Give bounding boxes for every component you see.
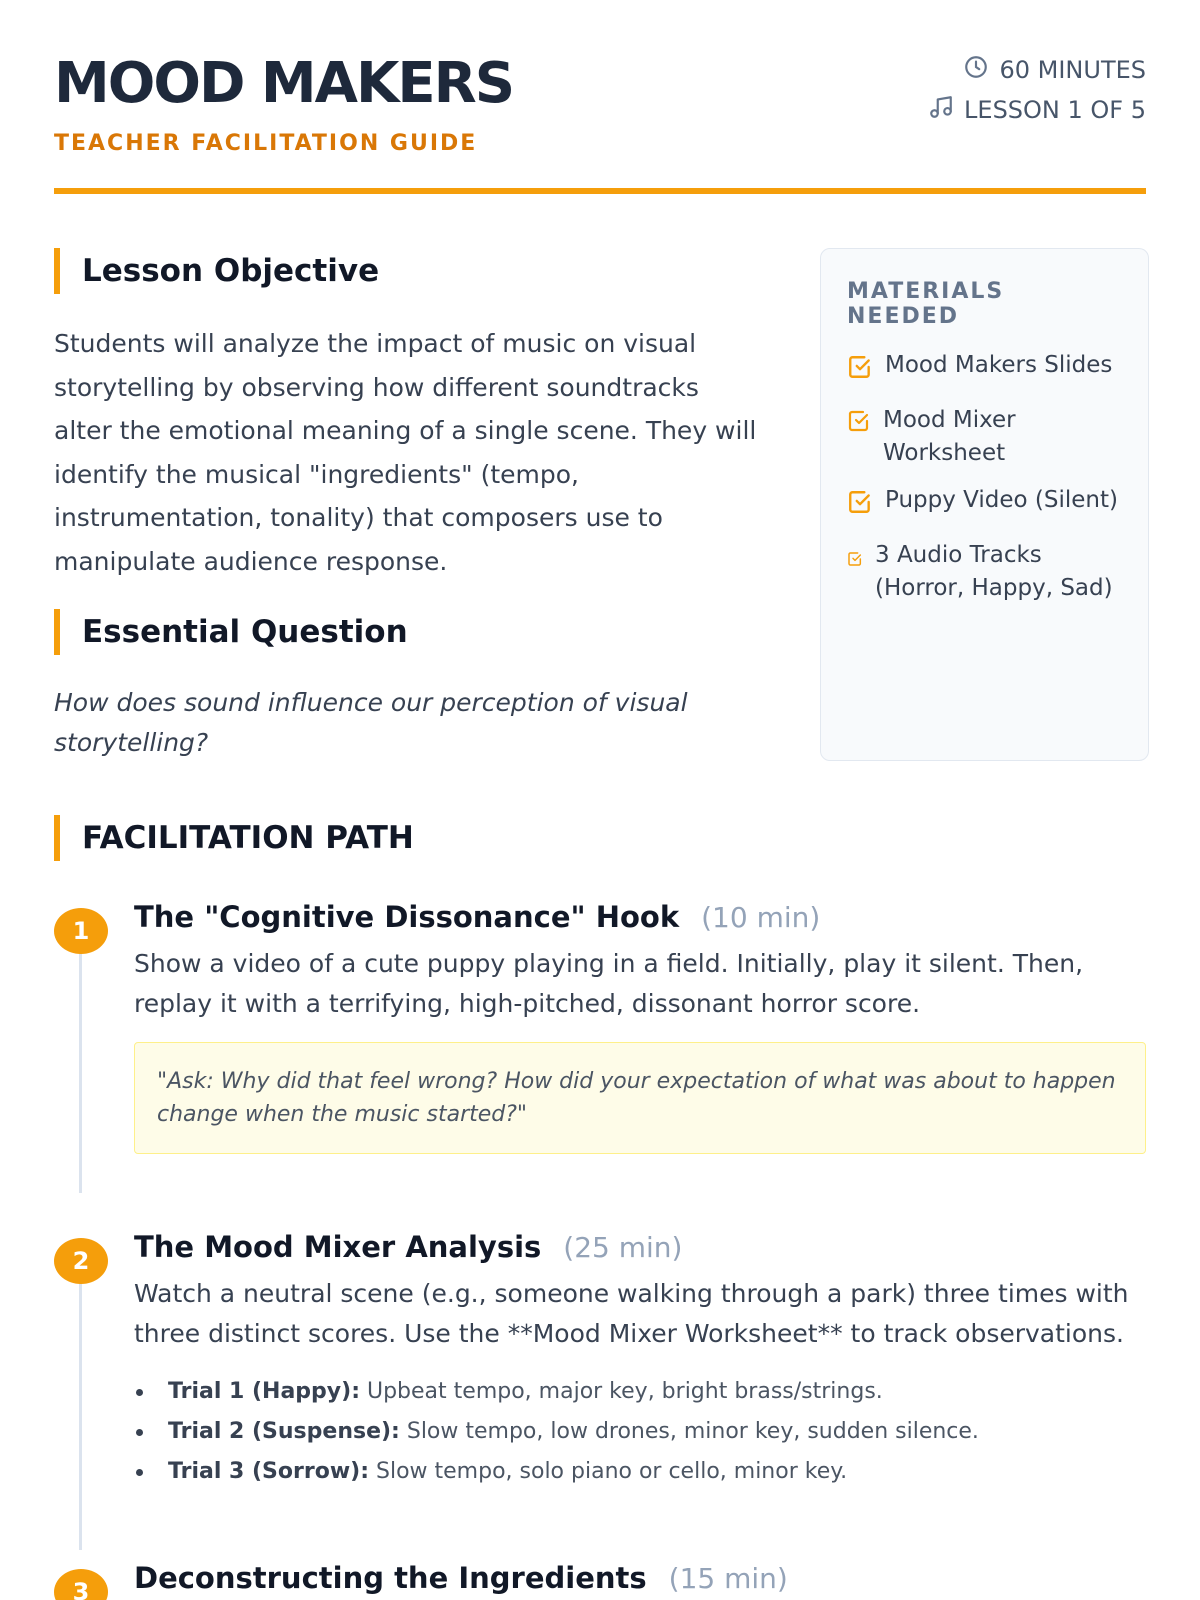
lesson-number-text: LESSON 1 OF 5 xyxy=(964,96,1146,124)
step-number-badge: 1 xyxy=(54,908,108,954)
facilitation-heading xyxy=(54,815,414,861)
facilitation-step xyxy=(54,1561,1146,1600)
material-item xyxy=(847,484,1122,525)
step-number-badge: 3 xyxy=(54,1569,108,1600)
step-time: (10 min) xyxy=(701,901,821,934)
step-time: (15 min) xyxy=(668,1562,788,1595)
trial-text: Upbeat tempo, major key, bright brass/strings. xyxy=(360,1379,883,1404)
list-item xyxy=(134,1372,1146,1412)
essential-question-heading xyxy=(54,609,408,655)
step-description: Show a video of a cute puppy playing in a field. Initially, play it silent. Then, replay it with a terrifying, high-pitched, dissonant horror score. xyxy=(134,949,1084,1018)
material-label: Mood Mixer Worksheet xyxy=(883,407,1016,466)
trial-list xyxy=(134,1372,1146,1492)
essential-question-heading-text: Essential Question xyxy=(82,614,408,650)
lesson-number-meta xyxy=(928,96,1146,124)
trial-label: Trial 3 (Sorrow): xyxy=(168,1459,369,1484)
facilitation-step xyxy=(54,900,1146,1230)
step-title: The Mood Mixer Analysis xyxy=(134,1230,542,1264)
page-title: MOOD MAKERS xyxy=(54,51,514,116)
step-number-badge: 2 xyxy=(54,1238,108,1284)
teacher-prompt-callout: "Ask: Why did that feel wrong? How did your expectation of what was about to happen change when the music started?" xyxy=(134,1042,1146,1154)
step-title: Deconstructing the Ingredients xyxy=(134,1561,647,1595)
facilitation-heading-text: FACILITATION PATH xyxy=(82,820,414,856)
material-item xyxy=(847,404,1122,470)
facilitation-steps xyxy=(54,900,1146,1600)
duration-meta xyxy=(928,56,1146,84)
clock-icon xyxy=(963,54,989,86)
trial-label: Trial 2 (Suspense): xyxy=(168,1419,400,1444)
facilitation-step xyxy=(54,1230,1146,1561)
material-label: Mood Makers Slides xyxy=(885,352,1113,378)
material-label: Puppy Video (Silent) xyxy=(885,487,1118,513)
checkbox-icon xyxy=(847,409,871,443)
timeline-line xyxy=(79,1270,82,1550)
trial-text: Slow tempo, low drones, minor key, sudden silence. xyxy=(399,1419,979,1444)
trial-text: Slow tempo, solo piano or cello, minor key. xyxy=(369,1459,848,1484)
music-note-icon xyxy=(928,94,954,126)
list-item xyxy=(134,1452,1146,1492)
objective-text: Students will analyze the impact of music on visual storytelling by observing how different soundtracks alter the emotional meaning of a single scene. They will identify the musical "ingredients" (tempo, instrumentation, tonality) that composers use to manipulate audience response. xyxy=(54,329,757,576)
material-label: 3 Audio Tracks (Horror, Happy, Sad) xyxy=(875,542,1113,601)
objective-heading xyxy=(54,248,379,294)
step-description: Watch a neutral scene (e.g., someone walking through a park) three times with three distinct scores. Use the **Mood Mixer Worksheet** to track observations. xyxy=(134,1279,1129,1348)
step-title-row xyxy=(134,1561,1146,1600)
objective-heading-text: Lesson Objective xyxy=(82,253,380,289)
step-title: The "Cognitive Dissonance" Hook xyxy=(134,900,680,934)
lesson-meta xyxy=(928,56,1146,136)
page-header xyxy=(54,0,1146,194)
checkbox-icon xyxy=(847,489,873,525)
step-time: (25 min) xyxy=(563,1231,683,1264)
materials-title: MATERIALS NEEDED xyxy=(847,279,1005,329)
page-subtitle: TEACHER FACILITATION GUIDE xyxy=(54,131,478,156)
trial-label: Trial 1 (Happy): xyxy=(168,1379,360,1404)
material-item xyxy=(847,539,1122,605)
step-title-row xyxy=(134,1230,1146,1274)
list-item xyxy=(134,1412,1146,1452)
step-title-row xyxy=(134,900,1146,944)
timeline-line xyxy=(79,940,82,1193)
essential-question-text: How does sound influence our perception of visual storytelling? xyxy=(54,688,688,757)
material-item xyxy=(847,349,1122,390)
checkbox-icon xyxy=(847,544,863,577)
checkbox-icon xyxy=(847,354,873,390)
duration-text: 60 MINUTES xyxy=(999,56,1146,84)
materials-card xyxy=(820,248,1149,761)
